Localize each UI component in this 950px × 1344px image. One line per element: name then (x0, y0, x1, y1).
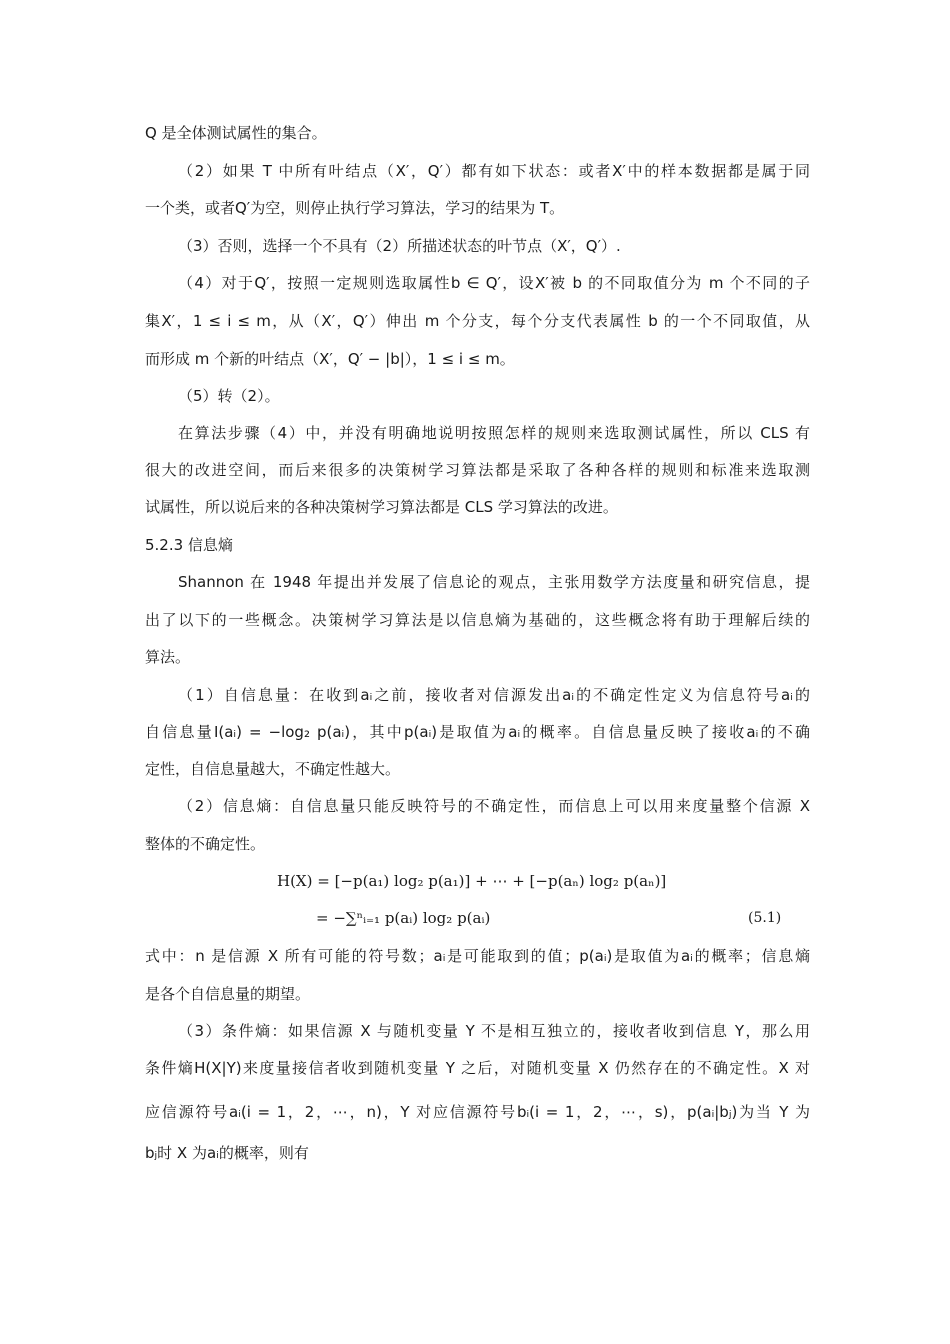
text-line: 式中：n 是信源 X 所有可能的符号数；aᵢ是可能取到的值；p(aᵢ)是取值为aᵢ的概率；信息熵 (145, 947, 810, 965)
section-heading: 5.2.3 信息熵 (145, 536, 233, 554)
text-line: 在算法步骤（4）中，并没有明确地说明按照怎样的规则来选取测试属性，所以 CLS 有 (178, 424, 810, 442)
text-line: （2）信息熵：自信息量只能反映符号的不确定性，而信息上可以用来度量整个信源 X (178, 797, 810, 815)
text-line: 整体的不确定性。 (145, 835, 266, 853)
equation-number: (5.1) (748, 910, 782, 926)
text-line: （4）对于Q′，按照一定规则选取属性b ∈ Q′，设X′被 b 的不同取值分为 m 个不同的子 (178, 274, 810, 292)
text-line: Shannon 在 1948 年提出并发展了信息论的观点，主张用数学方法度量和研究信息，提 (178, 573, 810, 591)
text-line: 一个类，或者Q′为空，则停止执行学习算法，学习的结果为 T。 (145, 199, 565, 217)
text-line: 条件熵H(X|Y)来度量接信者收到随机变量 Y 之后，对随机变量 X 仍然存在的不确定性。X 对 (145, 1059, 810, 1077)
entropy-formula-line2: = −∑ⁿᵢ₌₁ p(aᵢ) log₂ p(aᵢ) (316, 909, 491, 927)
text-line: 是各个自信息量的期望。 (145, 985, 311, 1003)
text-line: 很大的改进空间，而后来很多的决策树学习算法都是采取了各种各样的规则和标准来选取测 (145, 461, 810, 479)
text-line: （1）自信息量：在收到aᵢ之前，接收者对信源发出aᵢ的不确定性定义为信息符号aᵢ的 (178, 686, 810, 704)
text-line: 集X′，1 ≤ i ≤ m，从（X′，Q′）伸出 m 个分支，每个分支代表属性 b 的一个不同取值，从 (145, 312, 810, 330)
text-line: Q 是全体测试属性的集合。 (145, 124, 327, 142)
text-line: （2）如果 T 中所有叶结点（X′，Q′）都有如下状态：或者X′中的样本数据都是属于同 (178, 162, 810, 180)
text-line: 定性，自信息量越大，不确定性越大。 (145, 760, 401, 778)
text-line: 出了以下的一些概念。决策树学习算法是以信息熵为基础的，这些概念将有助于理解后续的 (145, 611, 810, 629)
text-line: （5）转（2）。 (178, 387, 280, 405)
text-line: 而形成 m 个新的叶结点（X′，Q′ − |b|），1 ≤ i ≤ m。 (145, 350, 515, 368)
text-line: 算法。 (145, 648, 191, 666)
text-line: （3）条件熵：如果信源 X 与随机变量 Y 不是相互独立的，接收者收到信息 Y，那么用 (178, 1022, 810, 1040)
text-line: 应信源符号aᵢ(i = 1，2，⋯，n)，Y 对应信源符号bᵢ(i = 1，2，⋯，s)，p(aᵢ|bⱼ)为当 Y 为 (145, 1103, 810, 1121)
text-line: 自信息量I(aᵢ) = −log₂ p(aᵢ)，其中p(aᵢ)是取值为aᵢ的概率。自信息量反映了接收aᵢ的不确 (145, 723, 810, 741)
entropy-formula-line1: H(X) = [−p(a₁) log₂ p(a₁)] + ⋯ + [−p(aₙ) log₂ p(aₙ)] (277, 872, 667, 890)
text-line: 试属性，所以说后来的各种决策树学习算法都是 CLS 学习算法的改进。 (145, 498, 618, 516)
text-line: （3）否则，选择一个不具有（2）所描述状态的叶节点（X′，Q′）. (178, 237, 621, 255)
text-line: bⱼ时 X 为aᵢ的概率，则有 (145, 1144, 309, 1162)
